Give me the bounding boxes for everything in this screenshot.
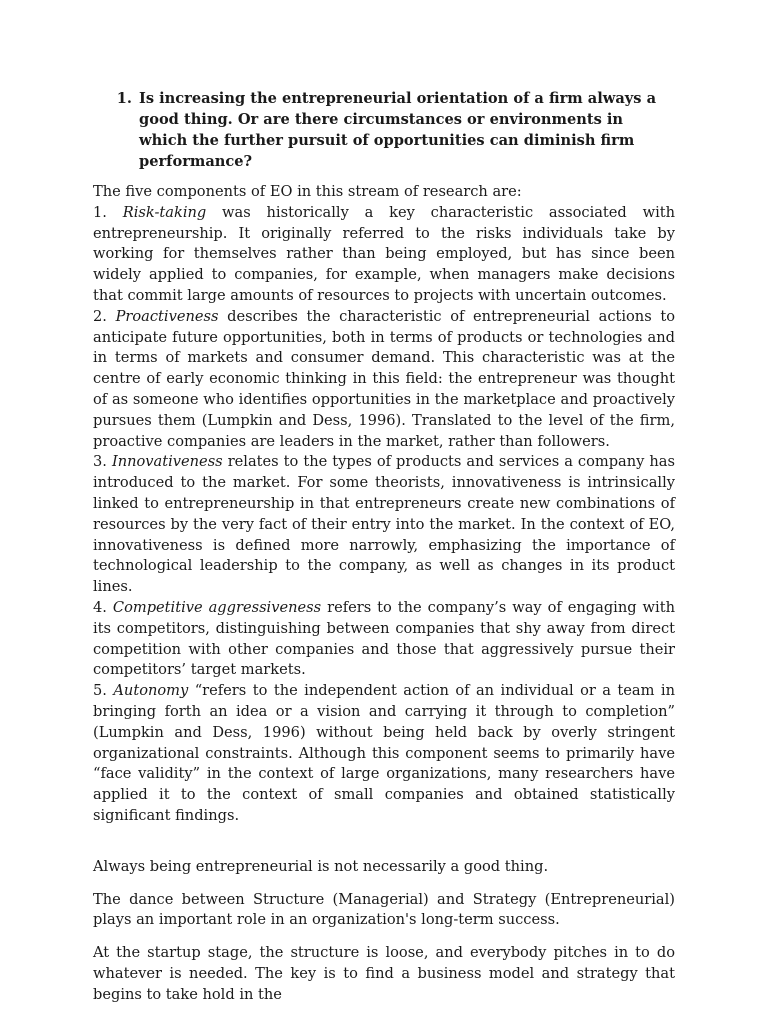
component-number: 3. [93, 453, 107, 471]
question-number: 1. [116, 90, 132, 107]
component-number: 5. [93, 682, 107, 700]
component-term: Proactiveness [115, 307, 219, 325]
intro-line: The five components of EO in this stream of research are: [93, 183, 522, 200]
component-term: Risk-taking [122, 203, 207, 221]
component-text: refers to the company’s way of engaging with its competitors, distinguishing between companies that shy away from direct competition with other companies and those that aggressively pursue their competitors’ target markets. [93, 598, 675, 679]
component-text: was historically a key characteristic associated with entrepreneurship. It originally referred to the risks individuals take by working for themselves rather than being employed, but has since been widely applied to companies, for example, when managers make decisions that commit large amounts of resources to projects with uncertain outcomes. [93, 203, 676, 304]
component-text: describes the characteristic of entrepreneurial actions to anticipate future opportunities, both in terms of products or technologies and in terms of markets and consumer demand. This characteristic was at the centre of early economic thinking in this field: the entrepreneur was thought of as someone who identifies opportunities in the marketplace and proactively pursues them (Lumpkin and Dess, 1996). Translated to the level of the firm, proactive companies are leaders in the market, rather than followers. [93, 307, 676, 450]
component-number: 1. [93, 203, 107, 221]
paragraph: At the startup stage, the structure is loose, and everybody pitches in to do whatever is needed. The key is to find a business model and strategy that begins to take hold in the [93, 944, 675, 1003]
component-text: relates to the types of products and services a company has introduced to the market. For some theorists, innovativeness is intrinsically linked to entrepreneurship in that entrepreneurs create new combinations of resources by the very fact of their entry into the market. In the context of EO, innovativeness is defined more narrowly, emphasizing the importance of technological leadership to the company, as well as changes in its product lines. [93, 453, 676, 596]
question-heading [93, 88, 675, 172]
component-term: Innovativeness [111, 453, 223, 471]
paragraph: The dance between Structure (Managerial) and Strategy (Entrepreneurial) plays an important role in an organization's long-term success. [93, 890, 675, 929]
component-number: 2. [93, 307, 107, 325]
component-term: Competitive aggressiveness [112, 598, 322, 616]
component-proactiveness [93, 307, 675, 453]
component-term: Autonomy [113, 682, 189, 700]
question-text: Is increasing the entrepreneurial orientation of a firm always a good thing. Or are there circumstances or environments in which the further pursuit of opportunities can diminish firm performance? [139, 90, 657, 170]
component-innovativeness [93, 452, 675, 598]
component-autonomy [93, 681, 675, 827]
component-number: 4. [93, 598, 107, 616]
component-competitive-aggressiveness [93, 598, 675, 681]
component-risk-taking [93, 203, 675, 307]
paragraph: Always being entrepreneurial is not necessarily a good thing. [93, 857, 549, 875]
component-text: “refers to the independent action of an individual or a team in bringing forth an idea or a vision and carrying it through to completion” (Lumpkin and Dess, 1996) without being held back by overly stringent organizational constraints. Although this component seems to primarily have “face validity” in the context of large organizations, many researchers have applied it to the context of small companies and obtained statistically significant findings. [93, 682, 675, 824]
